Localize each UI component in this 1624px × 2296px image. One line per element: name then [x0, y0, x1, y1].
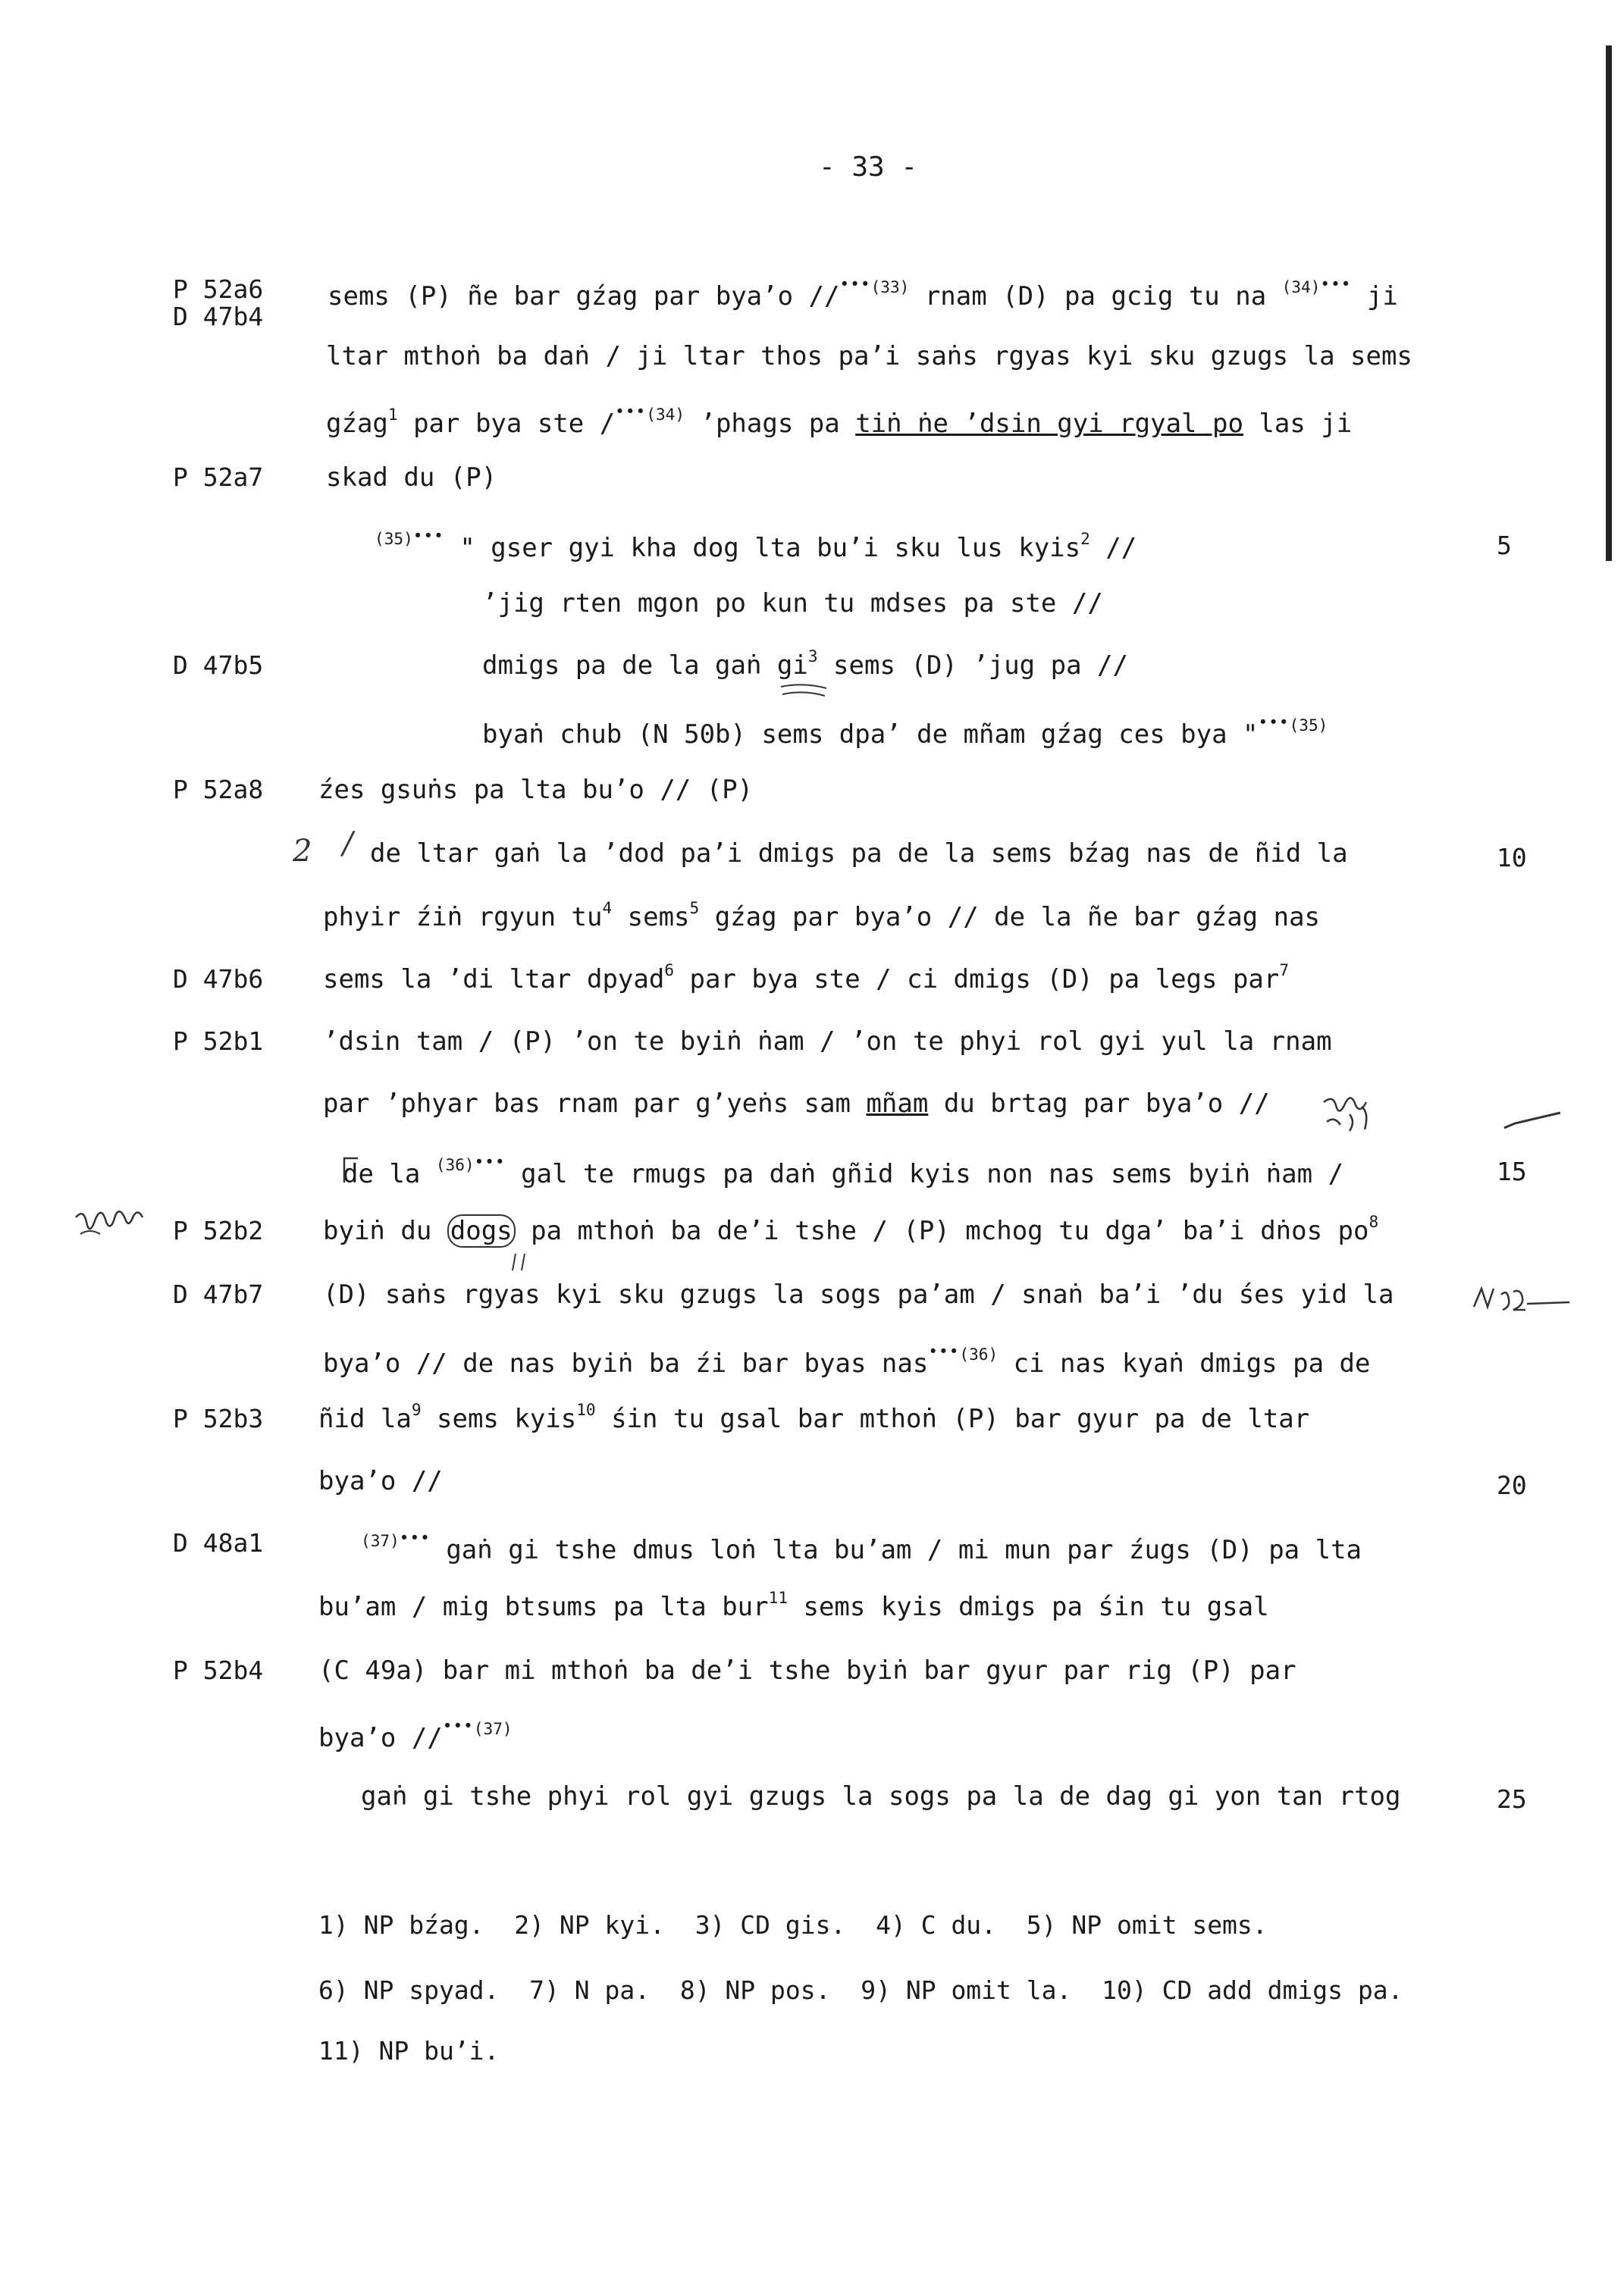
- text-line: de ltar gaṅ la ’dod pa’i dmigs pa de la sems bźag nas de ñid la: [370, 838, 1348, 869]
- line-number: 20: [1497, 1471, 1527, 1500]
- text-line: bya’o // de nas byiṅ ba źi bar byas nas$^{•••(36)}$ ci nas kyaṅ dmigs pa de: [323, 1342, 1371, 1380]
- page-number: - 33 -: [819, 152, 918, 183]
- margin-ref: D 48a1: [173, 1528, 264, 1558]
- footnote: 6) NP spyad. 7) N pa. 8) NP pos. 9) NP omit la. 10) CD add dmigs pa.: [318, 1975, 1403, 2005]
- margin-ref: D 47b4: [173, 302, 264, 331]
- line-number: 10: [1497, 843, 1527, 872]
- text-line: ñid $la^9$ sems kyis$^{10}$ śin tu gsal bar mthoṅ (P) bar gyur pa de ltar: [318, 1400, 1310, 1434]
- margin-ref: P 52b3: [173, 1404, 264, 1433]
- text-line: gaṅ gi tshe phyi rol gyi gzugs la sogs pa la de dag gi yon tan rtog: [361, 1781, 1401, 1812]
- margin-ref: P 52b4: [173, 1655, 264, 1685]
- handwritten-tick-marks: [505, 1251, 535, 1273]
- margin-ref: P 52b2: [173, 1216, 264, 1245]
- margin-ref: P 52b1: [173, 1026, 264, 1056]
- line-number: 5: [1497, 531, 1512, 560]
- text-line: $^{(37)•••}$ gaṅ gi tshe dmus loṅ lta bu’am / mi mun par źugs (D) pa lta: [361, 1528, 1362, 1566]
- footnote: 11) NP bu’i.: [318, 2036, 500, 2066]
- margin-ref: P 52a6: [173, 274, 264, 304]
- text-line: ’jig rten mgon po kun tu mdses pa ste //: [482, 588, 1103, 619]
- handwritten-annotation-right: [1319, 1092, 1387, 1145]
- text-line: dmigs pa de la gaṅ $gi^3$ sems (D) ’jug pa //: [482, 647, 1128, 681]
- text-line: sems (P) ñe bar gźag par bya’o //$^{•••(33)}$ rnam (D) pa gcig tu na $^{(34)•••}$ ji: [328, 274, 1398, 312]
- handwritten-slash: /: [343, 826, 353, 861]
- margin-ref: P 52a8: [173, 775, 264, 804]
- handwritten-annotation-left: [70, 1202, 153, 1248]
- text-line: (D) saṅs rgyas kyi sku gzugs la sogs pa’am / snaṅ ba’i ’du śes yid la: [323, 1280, 1394, 1310]
- text-line: ’dsin tam / (P) ’on te byiṅ ṅam / ’on te phyi rol gyi yul la rnam: [323, 1026, 1332, 1057]
- text-line: de la $^{(36)•••}$ gal te rmugs pa daṅ gñid kyis non nas sems byiṅ ṅam /: [343, 1152, 1344, 1190]
- text-line: (C 49a) bar mi mthoṅ ba de’i tshe byiṅ bar gyur par rig (P) par: [318, 1655, 1296, 1686]
- footnote: 1) NP bźag. 2) NP kyi. 3) CD gis. 4) C du. 5) NP omit sems.: [318, 1910, 1268, 1940]
- text-line: bu’am / mig btsums pa lta bur$^{11}$ sems kyis dmigs pa śin tu gsal: [318, 1588, 1269, 1622]
- line-number: 15: [1497, 1157, 1527, 1186]
- text-line: $^{(35)•••}$ " gser gyi kha dog lta bu’i sku lus kyis$^2$ //: [375, 526, 1137, 564]
- handwritten-underline-gi: [778, 682, 831, 700]
- handwritten-mark-2: 2: [293, 834, 312, 869]
- margin-ref: D 47b6: [173, 964, 264, 994]
- text-line: gźag$^1$ par bya ste /$^{•••(34)}$ ’phags pa tiṅ ṅe ’dsin gyi rgyal po las ji: [326, 402, 1353, 440]
- margin-ref: D 47b7: [173, 1280, 264, 1309]
- text-line: ltar mthoṅ ba daṅ / ji ltar thos pa’i saṅs rgyas kyi sku gzugs la sems: [326, 341, 1412, 371]
- handwritten-check-mark: [1501, 1105, 1569, 1135]
- line-number: 25: [1497, 1784, 1527, 1814]
- text-line: phyir źiṅ rgyun $tu^4$ sems$^5$ gźag par bya’o // de la ñe bar gźag nas: [323, 898, 1321, 932]
- text-line: skad du (P): [326, 462, 497, 493]
- page-edge-mark: [1606, 45, 1612, 561]
- text-line: źes gsuṅs pa lta bu’o // (P): [318, 775, 754, 805]
- text-line: par ’phyar bas rnam par g’yeṅs sam mñam du brtag par bya’o //: [323, 1088, 1270, 1119]
- margin-ref: P 52a7: [173, 462, 264, 492]
- margin-ref: D 47b5: [173, 650, 264, 680]
- text-line: bya’o //: [318, 1466, 443, 1496]
- text-line: byiṅ du dogs pa mthoṅ ba de’i tshe / (P) mchog tu dga’ ba’i dṅos $po^8$: [323, 1212, 1379, 1246]
- handwritten-bracket: [340, 1155, 362, 1186]
- text-line: sems la ’di ltar dpyad$^6$ par bya ste / ci dmigs (D) pa legs par$^7$: [323, 960, 1290, 995]
- text-line: byaṅ chub (N 50b) sems dpa’ de mñam gźag ces bya "$^{•••(35)}$: [482, 713, 1328, 750]
- text-line: bya’o //$^{•••(37)}$: [318, 1716, 513, 1754]
- handwritten-annotation-n92: [1468, 1281, 1574, 1319]
